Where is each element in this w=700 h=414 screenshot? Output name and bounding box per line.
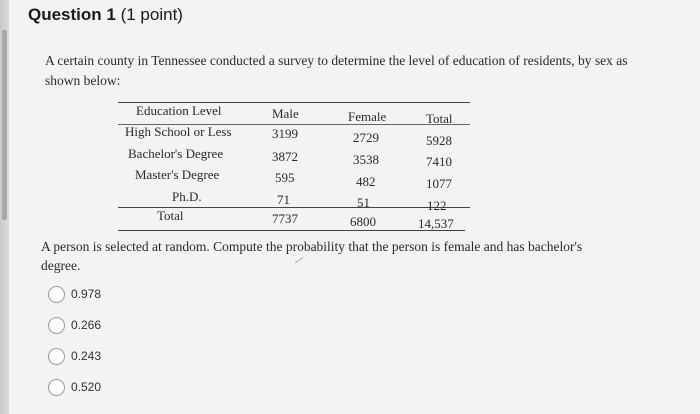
row-female: 51 [357, 195, 370, 210]
scrollbar[interactable] [0, 0, 9, 414]
cursor-mark-icon: ⁄ [295, 253, 303, 267]
header-total: Total [426, 111, 453, 126]
row-level: High School or Less [125, 124, 232, 139]
total-total: 14,537 [418, 216, 454, 231]
table-bottom-rule [118, 230, 465, 231]
row-female: 2729 [353, 130, 379, 145]
question-header [28, 5, 183, 25]
row-male: 595 [275, 170, 295, 185]
total-male: 7737 [272, 211, 298, 226]
row-level: Ph.D. [172, 189, 202, 204]
radio-button[interactable] [48, 317, 65, 334]
row-total: 1077 [426, 176, 452, 191]
question-points: (1 point) [120, 5, 183, 24]
total-label: Total [157, 208, 184, 223]
row-female: 3538 [353, 152, 379, 167]
row-total: 122 [427, 198, 447, 213]
answer-option[interactable] [48, 283, 101, 305]
answer-option-label: 0.243 [71, 349, 102, 363]
row-level: Master's Degree [135, 167, 220, 182]
row-female: 482 [356, 174, 376, 189]
question-prompt: A person is selected at random. Compute the probability that the person is female and has bachelor's degree. [41, 239, 583, 273]
row-male: 3199 [272, 126, 298, 141]
total-female: 6800 [350, 214, 376, 229]
answer-option-label: 0.266 [71, 318, 102, 332]
row-total: 5928 [426, 133, 452, 148]
question-stem: A certain county in Tennessee conducted a survey to determine the level of education of residents, by sex as shown below: [45, 53, 628, 88]
question-title: Question 1 [28, 5, 116, 24]
header-female: Female [348, 109, 387, 124]
header-male: Male [272, 106, 299, 121]
row-male: 3872 [272, 149, 298, 164]
radio-button[interactable] [48, 348, 65, 365]
scrollbar-thumb[interactable] [2, 30, 7, 220]
answer-option[interactable] [48, 314, 101, 336]
answer-option[interactable] [48, 376, 101, 398]
answer-option-label: 0.520 [71, 380, 102, 394]
header-education-level: Education Level [136, 103, 222, 118]
answer-option-label: 0.978 [71, 287, 102, 301]
radio-button[interactable] [48, 286, 65, 303]
row-male: 71 [277, 192, 290, 207]
radio-button[interactable] [48, 379, 65, 396]
row-level: Bachelor's Degree [128, 146, 224, 161]
answer-option[interactable] [48, 345, 101, 367]
row-total: 7410 [426, 154, 452, 169]
